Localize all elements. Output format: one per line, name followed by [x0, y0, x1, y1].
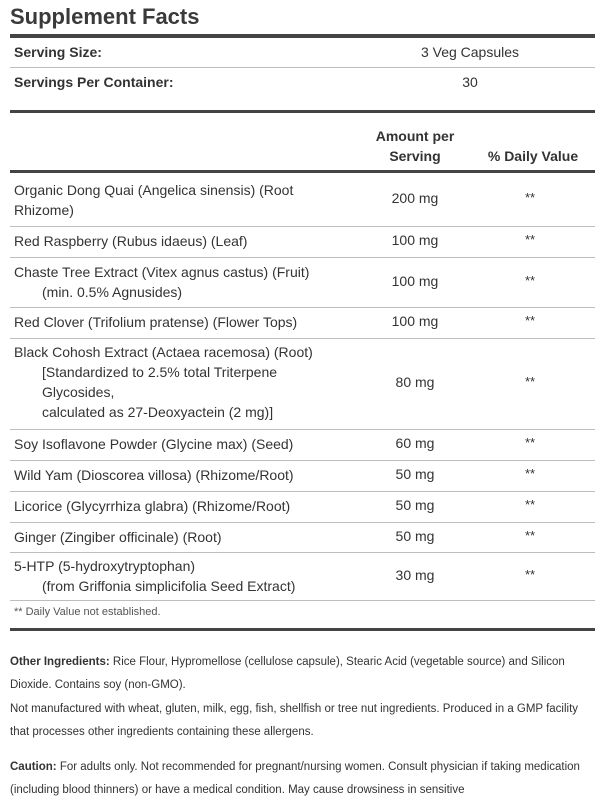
ingredient-name: Wild Yam (Dioscorea villosa) (Rhizome/Root) [14, 467, 294, 483]
table-row [10, 226, 595, 257]
caution-text: For adults only. Not recommended for pregnant/nursing women. Consult physician if taking medication (including blood thinners) or have a medical condition. May cause drowsiness in sensitive [10, 761, 580, 796]
other-ingredients-label: Other Ingredients: [10, 656, 110, 668]
amount-per-serving-header [360, 126, 470, 166]
ingredient-amount: 50 mg [395, 466, 435, 482]
ingredient-amount: 50 mg [395, 497, 435, 513]
divider [10, 600, 595, 601]
ingredient-amount: 100 mg [391, 313, 439, 329]
table-row [10, 307, 595, 338]
ingredient-name: Black Cohosh Extract (Actaea racemosa) (Root) [Standardized to 2.5% total Triterpene Glycosides, calculated as 27-Deoxyactein (2 mg)] [14, 344, 313, 420]
amount-header-line2: Serving [389, 148, 441, 164]
ingredient-name: Red Raspberry (Rubus idaeus) (Leaf) [14, 233, 248, 249]
thick-divider [10, 110, 595, 113]
servings-per-container-value: 30 [462, 74, 478, 90]
ingredient-dv: ** [524, 232, 536, 247]
ingredient-amount: 80 mg [395, 374, 435, 390]
ingredient-name: Chaste Tree Extract (Vitex agnus castus) (Fruit) (min. 0.5% Agnusides) [14, 264, 310, 300]
ingredient-amount: 60 mg [395, 435, 435, 451]
ingredient-name: Red Clover (Trifolium pratense) (Flower Tops) [14, 314, 298, 330]
daily-value-footnote: ** Daily Value not established. [14, 606, 161, 618]
ingredient-dv: ** [524, 313, 536, 328]
ingredient-name: Organic Dong Quai (Angelica sinensis) (Root Rhizome) [14, 182, 294, 218]
table-row [10, 491, 595, 522]
ingredient-dv: ** [524, 374, 536, 389]
ingredient-name: Soy Isoflavone Powder (Glycine max) (Seed) [14, 436, 294, 452]
header-rule [10, 170, 595, 173]
table-row [10, 522, 595, 552]
caution-statement [10, 756, 595, 802]
table-row [10, 338, 595, 429]
table-row [10, 174, 595, 226]
caution-label: Caution: [10, 761, 57, 773]
ingredient-amount: 100 mg [391, 232, 439, 248]
ingredient-dv: ** [524, 435, 536, 450]
ingredient-dv: ** [524, 190, 536, 205]
ingredient-dv: ** [524, 497, 536, 512]
servings-per-container-label: Servings Per Container: [14, 74, 174, 90]
ingredient-dv: ** [524, 273, 536, 288]
other-ingredients [10, 651, 595, 697]
table-row [10, 429, 595, 460]
footer-rule [10, 628, 595, 631]
amount-header-line1: Amount per [375, 128, 455, 144]
table-row [10, 257, 595, 307]
daily-value-header: % Daily Value [487, 148, 579, 164]
ingredient-dv: ** [524, 528, 536, 543]
serving-size-value: 3 Veg Capsules [420, 44, 520, 60]
table-row [10, 460, 595, 491]
ingredient-dv: ** [524, 466, 536, 481]
allergen-statement: Not manufactured with wheat, gluten, milk, egg, fish, shellfish or tree nut ingredients. Produced in a GMP facility that processes other ingredients containing these allergens. [10, 703, 579, 738]
ingredient-name: 5-HTP (5-hydroxytryptophan) (from Griffonia simplicifolia Seed Extract) [14, 558, 296, 594]
divider [10, 67, 595, 68]
ingredient-amount: 100 mg [391, 273, 439, 289]
ingredient-amount: 30 mg [395, 567, 435, 583]
other-ingredients-text: Rice Flour, Hypromellose (cellulose capsule), Stearic Acid (vegetable source) and Silicon Dioxide. Contains soy (non-GMO). [10, 656, 565, 691]
page-title: Supplement Facts [10, 4, 200, 29]
ingredient-name: Licorice (Glycyrrhiza glabra) (Rhizome/Root) [14, 498, 291, 514]
ingredient-name: Ginger (Zingiber officinale) (Root) [14, 529, 222, 545]
ingredient-amount: 50 mg [395, 528, 435, 544]
serving-size-label: Serving Size: [14, 44, 102, 60]
ingredient-amount: 200 mg [391, 190, 439, 206]
ingredient-dv: ** [524, 567, 536, 582]
title-rule [10, 34, 595, 38]
table-row [10, 552, 595, 600]
